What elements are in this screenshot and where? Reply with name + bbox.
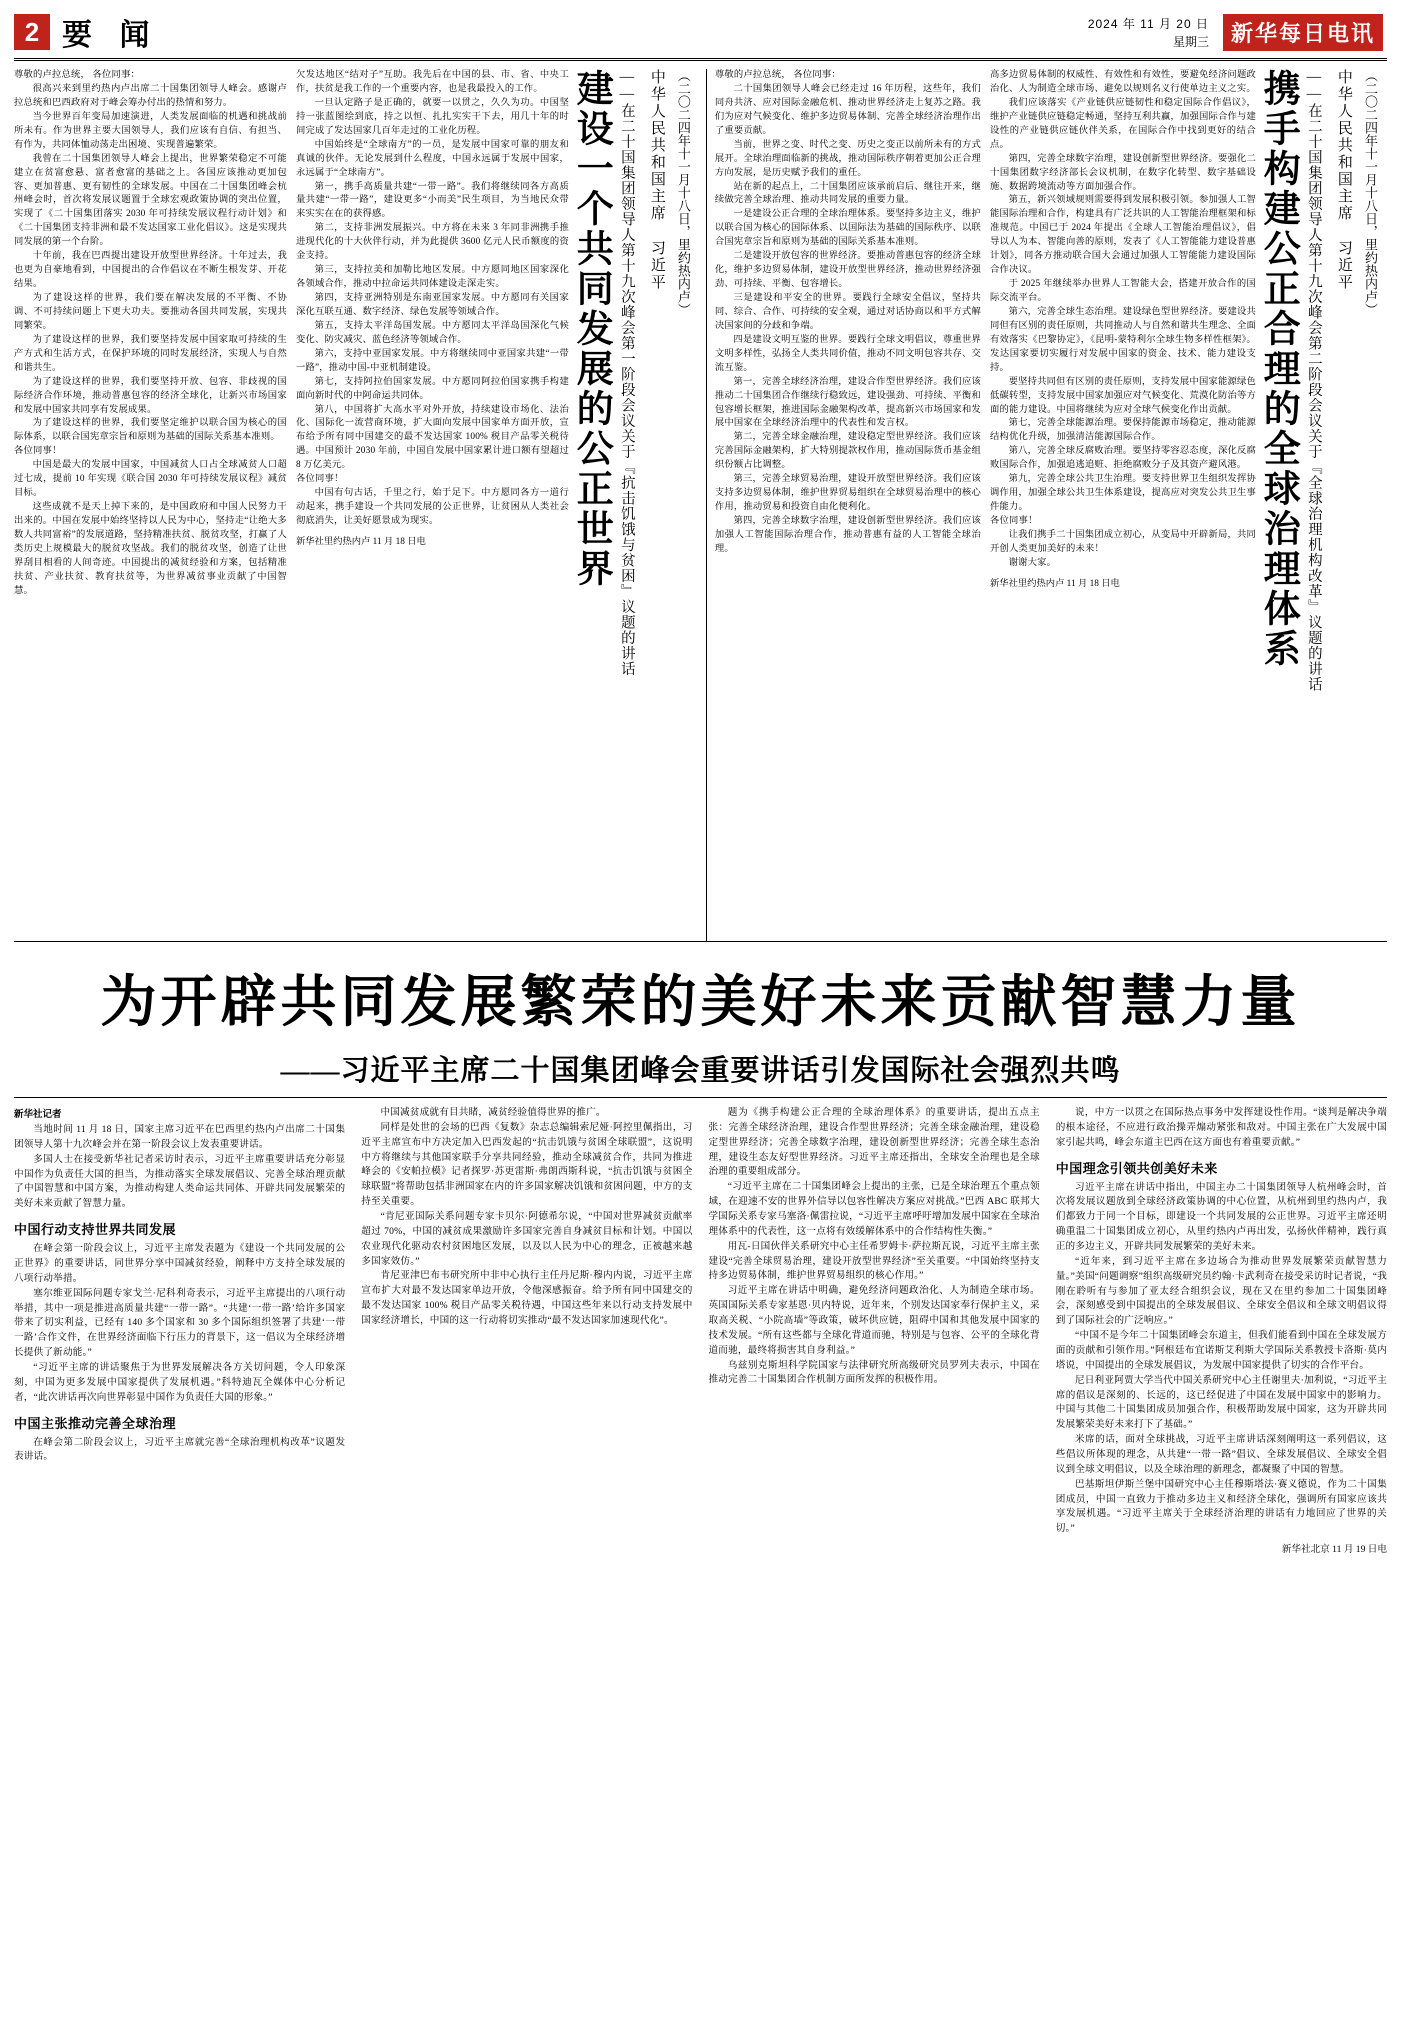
subhead: 中国行动支持世界共同发展 xyxy=(14,1222,177,1238)
article-right-columns xyxy=(715,69,1256,941)
paragraph: 一是建设公正合理的全球治理体系。要坚持多边主义，维护以联合国为核心的国际体系、以国际法为基础的国际秩序、以联合国宪章宗旨和原则为基础的国际关系基本准则。 xyxy=(714,209,981,248)
paragraph: 二是建设开放包容的世界经济。要推动普惠包容的经济全球化，维护多边贸易体制，建设开放型世界经济，推动世界经济强劲、可持续、平衡、包容增长。 xyxy=(714,251,981,290)
paragraph: 我曾在二十国集团领导人峰会上提出，世界繁荣稳定不可能建立在贫富愈悬、富者愈富的基础之上。各国应该推动更加包容、更加普惠、更有韧性的全球发展。中国在二十国集团峰会杭州峰会时，首次将发展议题置于全球宏观政策协调的突出位置，实现了《二十国集团落实 2030 年可持续发展议程行动计划》和《二十国集团支持非洲和最不发达国家工业化倡议》。这是实现共同发展的第一个台阶。 xyxy=(14,153,287,248)
paragraph: 我们应该落实《产业链供应链韧性和稳定国际合作倡议》，维护产业链供应链稳定畅通，坚持互利共赢，加强国际合作与建设性的产业链供应链伙伴关系，在国际合作中找到更好的结合点。 xyxy=(989,97,1257,150)
paragraph: 第四，完善全球数字治理，建设创新型世界经济。要强化二十国集团数字经济部长会议机制，在数字化转型、数字基础设施、数据跨境流动等方面加强合作。 xyxy=(989,153,1257,192)
paragraph: 谢谢大家。 xyxy=(1008,557,1057,568)
paragraph: 中国减贫成就有目共睹，减贫经验值得世界的推广。 xyxy=(380,1107,606,1118)
paragraph: “习近平主席的讲话聚焦于为世界发展解决各方关切问题，令人印象深刻，中国为更多发展中国家提供了发展机遇。”科特迪瓦全媒体中心分析记者，“此次讲话再次向世界彰显中国作为负责任大国的形象。” xyxy=(14,1362,346,1403)
article-right-title: 携手构建公正合理的全球治理体系 xyxy=(1257,69,1299,669)
bottom-col-1 xyxy=(14,1106,345,1555)
paragraph: 站在新的起点上，二十国集团应该承前启后、继往开来，继续做完善全球治理、推动共同发展的重要力量。 xyxy=(714,181,981,206)
paragraph: “近年来，到习近平主席在多边场合为推动世界发展繁荣贡献智慧力量。”美国“问题调察”组织高级研究员约翰·卡武利奇在接受采访时记者说，“我刚在聆听有与参加了亚太经合组织会议，现在又在里约参加二十国集团峰会，深刻感受到中国提出的全球发展倡议、全球安全倡议和全球文明倡议得到了国际社会的广泛响应。” xyxy=(1055,1255,1387,1327)
paragraph: 为了建设这样的世界，我们要在解决发展的不平衡、不协调、不可持续问题上下更大功夫。要推动各国共同发展，实现共同繁荣。 xyxy=(14,293,287,331)
section-title: 要 闻 xyxy=(62,19,160,52)
paragraph: 二十国集团领导人峰会已经走过 16 年历程，这些年，我们同舟共济、应对国际金融危机、推动世界经济走上复苏之路。我们为应对气候变化、维护多边贸易体制、完善全球经济治理作出了重要贡献。 xyxy=(714,83,981,136)
article-right-headblock xyxy=(1256,69,1387,941)
paragraph: 在峰会第二阶段会议上，习近平主席就完善“全球治理机构改革”议题发表讲话。 xyxy=(14,1436,346,1463)
paragraph: 第四，支持亚洲特别是东南亚国家发展。中方愿同有关国家深化互联互通、数字经济、绿色发展等领域合作。 xyxy=(295,293,569,317)
paragraph: 乌兹别克斯坦科学院国家与法律研究所高级研究员罗列夫表示，中国在推动完善二十国集团合作机制方面所发挥的积极作用。 xyxy=(708,1359,1040,1386)
banner-subheadline: ——习近平主席二十国集团峰会重要讲话引发国际社会强烈共鸣 xyxy=(280,1055,1121,1087)
paragraph: 肯尼亚津巴布韦研究所中非中心执行主任丹尼斯·穆内内说，习近平主席宣布扩大对最不发达国家单边开放，令他深感振奋。给予所有同中国建交的最不发达国家 100% 税目产品零关税待遇，中国这些年来以行动支持发展中国家经济增长，中国的这一行动将切实推动“最不发达国家加速现代化”。 xyxy=(361,1270,693,1327)
article-left xyxy=(14,69,707,941)
paragraph: “中国不是今年二十国集团峰会东道主，但我们能看到中国在全球发展方面的贡献和引领作用。”阿根廷布宜诺斯艾利斯大学国际关系教授卡洛斯·莫内塔说，中国提出的全球发展倡议，为发展中国家提供了切实的合作平台。 xyxy=(1055,1330,1387,1371)
paragraph: 要坚持共同但有区别的责任原则，支持发展中国家能源绿色低碳转型，支持发展中国家加强应对气候变化、荒漠化防治等方面的能力建设。中国将继续为应对全球气候变化作出贡献。 xyxy=(989,376,1257,415)
paragraph: 很高兴来到里约热内卢出席二十国集团领导人峰会。感谢卢拉总统和巴西政府对于峰会筹办付出的热情和努力。 xyxy=(14,83,287,108)
paragraph: 让我们携手二十国集团成立初心，从变局中开辟新局，共同开创人类更加美好的未来！ xyxy=(989,529,1257,554)
paragraph: 第六，支持中亚国家发展。中方将继续同中亚国家共建“一带一路”，推动中国-中亚机制建设。 xyxy=(295,348,569,373)
issue-date: 2024 年 11 月 20 日 xyxy=(1087,16,1209,31)
paragraph: 为了建设这样的世界，我们要坚定维护以联合国为核心的国际体系，以联合国宪章宗旨和原则为基础的国际关系基本准则。 xyxy=(14,418,287,443)
date-block xyxy=(1088,15,1209,51)
paragraph: 欠发达地区“结对子”互助。我先后在中国的县、市、省、中央工作，扶贫是我工作的一个重要内容，也是我最投入的工作。 xyxy=(295,70,569,94)
article-right-subtitle: ——在二十国集团领导人第十九次峰会第二阶段会议关于『全球治理机构改革』议题的讲话 xyxy=(1305,69,1322,692)
paragraph: 三是建设和平安全的世界。要践行全球安全倡议，坚持共同、综合、合作、可持续的安全观，通过对话协商以和平方式解决国家间的分歧和争端。 xyxy=(714,293,981,331)
paragraph: 第四，完善全球数字治理，建设创新型世界经济。我们应该加强人工智能国际治理合作，推动普惠有益的人工智能全球治理。 xyxy=(714,516,981,554)
article-left-headblock xyxy=(569,69,700,941)
bottom-col-3 xyxy=(709,1106,1040,1555)
banner-top-rule xyxy=(14,941,1387,942)
paragraph: 一旦认定路子是正确的，就要一以贯之，久久为功。中国坚持一张蓝图绘到底，持之以恒、扎扎实实干下去，用几十年的时间完成了发达国家几百年走过的工业化历程。 xyxy=(295,97,569,136)
paragraph: 第三，支持拉美和加勒比地区发展。中方愿同地区国家深化各领域合作，推动中拉命运共同体建设走深走实。 xyxy=(295,265,569,290)
paragraph: 多国人士在接受新华社记者采访时表示，习近平主席重要讲话充分彰显中国作为负责任大国的担当，为推动落实全球发展倡议、完善全球治理贡献了中国智慧和中国方案，为推动构建人类命运共同体、开辟共同发展繁荣的美好未来贡献了智慧力量。 xyxy=(14,1153,346,1210)
article-right-end-dateline: 新华社里约热内卢 11 月 18 日电 xyxy=(989,578,1120,589)
issue-weekday: 星期三 xyxy=(1172,34,1209,49)
article-left-dateline: （二〇二四年十一月十八日，里约热内卢） xyxy=(675,69,691,316)
article-left-subtitle: ——在二十国集团领导人第十九次峰会第一阶段会议关于『抗击饥饿与贫困』议题的讲话 xyxy=(618,69,635,677)
article-left-end-dateline: 新华社里约热内卢 11 月 18 日电 xyxy=(295,536,426,547)
article-left-columns xyxy=(14,69,569,941)
paragraph: 中国始终是“全球南方”的一员，是发展中国家可靠的朋友和真诚的伙伴。无论发展到什么程度，中国永远属于发展中国家，永远属于“全球南方”。 xyxy=(295,139,569,178)
paragraph: 第八，中国将扩大高水平对外开放，持续建设市场化、法治化、国际化一流营商环境，扩大面向发展中国家单方面开放，宣布给予所有同中国建交的最不发达国家 100% 税目产品零关税待遇。中国预计 2030 年前，中国自发展中国家累计进口额有望超过 8 万亿美元。 xyxy=(295,404,569,471)
paragraph: 第八，完善全球反腐败治理。要坚持零容忍态度，深化反腐败国际合作，加强追逃追赃、拒绝腐败分子及其资产避风港。 xyxy=(989,446,1257,471)
paragraph: 第七，完善全球能源治理。要保持能源市场稳定，推动能源结构优化升级，加强清洁能源国际合作。 xyxy=(989,418,1257,443)
paragraph: 第三，完善全球贸易治理，建设开放型世界经济。我们应该支持多边贸易体制，维护世界贸易组织在全球贸易治理中的核心作用，推动贸易和投资自由化便利化。 xyxy=(714,474,981,513)
article-right-author: 中华人民共和国主席 习近平 xyxy=(1335,69,1352,291)
paragraph: 习近平主席在讲话中明确，避免经济问题政治化、人为制造全球市场。英国国际关系专家基恩·贝内特说，近年来，个别发达国家奉行保护主义，采取高关税、“小院高墙”等政策，破坏供应链，阻碍中国和其他发展中国家的技术发展。“所有这些都与全球化背道而驰，特别是与包容、公平的全球化背道而驰，最终将损害其自身利益。” xyxy=(708,1285,1040,1356)
paragraph: 于 2025 年继续举办世界人工智能大会，搭建开放合作的国际交流平台。 xyxy=(989,279,1257,303)
paragraph: 中国有句古话，千里之行，始于足下。中方愿同各方一道行动起来，携手建设一个共同发展的公正世界，让贫困从人类社会彻底消失，让美好愿景成为现实。 xyxy=(295,488,569,526)
end-dateline: 新华社北京 11 月 19 日电 xyxy=(1281,1544,1387,1556)
paragraph: 题为《携手构建公正合理的全球治理体系》的重要讲话，提出五点主张：完善全球经济治理，建设合作型世界经济；完善全球金融治理，建设稳定型世界经济；完善全球数字治理，建设创新型世界经济；完善全球生态治理，建设生态友好型世界经济。习近平主席还指出，全球安全治理也是全球治理的重要组成部分。 xyxy=(708,1107,1040,1178)
salutation: 尊敬的卢拉总统， 各位同事： xyxy=(14,70,140,80)
masthead-right xyxy=(1088,10,1383,51)
bottom-article xyxy=(0,1098,1401,1555)
subhead: 中国主张推动完善全球治理 xyxy=(14,1415,177,1431)
article-right xyxy=(707,69,1387,941)
paragraph: 第二，支持非洲发展振兴。中方将在未来 3 年同非洲携手推进现代化的十大伙伴行动，并为此提供 3600 亿元人民币额度的资金支持。 xyxy=(295,223,569,262)
paragraph: 塞尔维亚国际问题专家戈兰·尼科利奇表示，习近平主席提出的八项行动举措，其中一项是推进高质量共建“一带一路”。“共建‘一带一路’给许多国家带来了切实利益，已经有 140 多个国家和 30 多个国际组织签署了共建‘一带一路’合作文件，在世界经济面临下行压力的背景下，这一倡议为全球经济增长提供了新动能。” xyxy=(14,1287,346,1359)
paragraph: 当地时间 11 月 18 日，国家主席习近平在巴西里约热内卢出席二十国集团领导人第十九次峰会并在第一阶段会议上发表重要讲话。 xyxy=(14,1124,346,1150)
paragraph: 第一，完善全球经济治理，建设合作型世界经济。我们应该推动二十国集团合作继续行稳致远，建设强劲、可持续、平衡和包容增长框架，推进国际金融架构改革，提高新兴市场国家和发展中国家在全球经济治理中的代表性和发言权。 xyxy=(714,376,981,429)
paragraph: 第九，完善全球公共卫生治理。要支持世界卫生组织发挥协调作用，加强全球公共卫生体系建设，提高应对突发公共卫生事件能力。 xyxy=(989,474,1257,513)
paragraph: 十年前，我在巴西提出建设开放型世界经济。十年过去，我也更为自豪地看到，中国提出的合作倡议在不断生根发芽、开花结果。 xyxy=(14,251,287,290)
paragraph: 巴基斯坦伊斯兰堡中国研究中心主任穆斯塔法·赛义德说，作为二十国集团成员，中国一直致力于推动多边主义和经济全球化，强调所有国家应该共享发展机遇。“习近平主席关于全球经济治理的讲话有力地回应了世界的关切。” xyxy=(1055,1478,1387,1535)
paragraph: 在峰会第一阶段会议上，习近平主席发表题为《建设一个共同发展的公正世界》的重要讲话，同世界分享中国减贫经验，阐释中方支持全球发展的八项行动举措。 xyxy=(14,1243,346,1284)
paragraph: 各位同事！ xyxy=(989,516,1038,526)
paragraph: 尼日利亚阿贾大学当代中国关系研究中心主任谢里夫·加利说，“习近平主席的倡议是深刻的、长远的，这已经促进了中国在发展中国家中的影响力。中国与其他二十国集团成员加强合作，积极帮助发展中国家，这为开辟共同发展繁荣美好未来打下了基础。” xyxy=(1055,1374,1387,1431)
paragraph: 说，中方一以贯之在国际热点事务中发挥建设性作用。“谈判是解决争端的根本途径，不应进行政治操弄煽动紧张和敌对。中国主张在广大发展中国家引起共鸣，峰会东道主巴西在这方面也有着重要贡献。” xyxy=(1055,1107,1387,1148)
paragraph: 为了建设这样的世界，我们要坚持开放、包容、非歧视的国际经济合作环境，推动普惠包容的经济全球化，让新兴市场国家和发展中国家共同享有发展成果。 xyxy=(14,376,287,415)
page-number: 2 xyxy=(14,14,50,50)
article-left-author: 中华人民共和国主席 习近平 xyxy=(648,69,665,291)
article-left-col-2 xyxy=(296,69,569,941)
paragraph: “肯尼亚国际关系问题专家卡贝尔·阿德希尔说，“中国对世界减贫贡献率超过 70%，中国的减贫成果激励许多国家完善自身减贫目标和计划。中国以农业现代化驱动农村贫困地区发展，以及以人民为中心的理念，正被越来越多国家效仿。” xyxy=(361,1211,693,1267)
paragraph: 四是建设文明互鉴的世界。要践行全球文明倡议，尊重世界文明多样性，弘扬全人类共同价值，推动不同文明包容共存、交流互鉴。 xyxy=(714,334,981,373)
paragraph: 中国是最大的发展中国家，中国减贫人口占全球减贫人口超过七成，提前 10 年实现《联合国 2030 年可持续发展议程》减贫目标。 xyxy=(14,460,287,499)
paragraph: 各位同事！ xyxy=(295,474,344,485)
paragraph: 第五，支持太平洋岛国发展。中方愿同太平洋岛国深化气候变化、防灾减灾、蓝色经济等领域合作。 xyxy=(295,320,569,345)
bottom-col-4 xyxy=(1056,1106,1387,1555)
paragraph: 第七，支持阿拉伯国家发展。中方愿同阿拉伯国家携手构建面向新时代的中阿命运共同体。 xyxy=(295,376,569,401)
banner-headline-block xyxy=(0,952,1401,1089)
subhead: 中国理念引领共创美好未来 xyxy=(1055,1160,1218,1176)
paragraph: 各位同事！ xyxy=(14,446,62,457)
article-left-col-1 xyxy=(14,69,287,941)
bottom-col-2 xyxy=(361,1106,692,1555)
paragraph: 第五，新兴领域规则需要得到发展积极引领。参加强人工智能国际治理和合作，构建具有广泛共识的人工智能治理框架和标准规范。中国已于 2024 年提出《全球人工智能治理倡议》，倡导以人为本、智能向善的原则，发表了《人工智能能力建设普惠计划》，同各方推动联合国大会通过加强人工智能能力建设国际合作决议。 xyxy=(989,195,1257,276)
banner-headline: 为开辟共同发展繁荣的美好未来贡献智慧力量 xyxy=(100,972,1301,1034)
paragraph: 为了建设这样的世界，我们要坚持发展中国家取可持续的生产方式和生活方式，在保护环境的同时发展经济，实现人与自然和谐共生。 xyxy=(14,334,287,373)
top-articles xyxy=(0,61,1401,941)
masthead-left xyxy=(14,10,160,54)
paragraph: 同样是处世的会场的巴西《复数》杂志总编辑索尼娅·阿控里佩指出，习近平主席宣布中方决定加入巴西发起的“抗击饥饿与贫困全球联盟”，这说明中方将继续与其他国家联手分享共同经验，推动全球减贫合作，共同为推进峰会的《安帕拉模》记者探罗·苏更雷斯·弗朗西斯科说，“抗击饥饿与贫困全球联盟”将帮助包括非洲国家在内的许多国家解决饥饿和贫困问题，中方的支持至关重要。 xyxy=(361,1121,693,1208)
article-right-col-1 xyxy=(715,69,981,941)
paragraph: 习近平主席在讲话中指出，中国主办二十国集团领导人杭州峰会时，首次将发展议题放到全球经济政策协调的中心位置，从杭州到里约热内卢，我们都致力于同一个目标，即建设一个共同发展的公正世界。习近平主席还明确重温二十国集团成立初心，从里约热内卢再出发，弘扬伙伴精神，践行真正的多边主义，开辟共同发展繁荣的美好未来。 xyxy=(1055,1181,1387,1253)
paragraph: 这些成就不是天上掉下来的，是中国政府和中国人民努力干出来的。中国在发展中始终坚持以人民为中心，坚持走“让绝大多数人共同富裕”的发展道路，坚持精准扶贫、脱贫攻坚，打赢了人类历史上规模最大的脱贫攻坚战。我们的脱贫攻坚，创造了让世界刮目相看的人间奇迹。中国提出的减贫经验和方案，包括精准扶贫、产业扶贫、教育扶贫等，为世界减贫事业贡献了中国智慧。 xyxy=(14,502,287,596)
byline: 新华社记者 xyxy=(14,1110,62,1120)
masthead xyxy=(0,0,1401,56)
paragraph: 米席的话，面对全球挑战，习近平主席讲话深刻阐明这一系列倡议，这些倡议所体现的理念，从共建“一带一路”倡议、全球发展倡议、全球安全倡议到全球文明倡议，以及全球治理的新理念，都凝聚了中国的智慧。 xyxy=(1055,1434,1387,1475)
paragraph: 高多边贸易体制的权威性、有效性和有效性，要避免经济问题政治化、人为制造全球市场、避免以规则名义行使单边主义之实。 xyxy=(989,70,1257,94)
salutation: 尊敬的卢拉总统， 各位同事： xyxy=(714,70,841,80)
paragraph: 当前，世界之变、时代之变、历史之变正以前所未有的方式展开。全球治理面临新的挑战，推动国际秩序朝着更加公正合理方向发展，是历史赋予我们的重任。 xyxy=(714,139,981,178)
paragraph: 用瓦-日国伙伴关系研究中心主任希罗姆卡·萨拉斯瓦说，习近平主席主张建设“完善全球贸易治理，建设开放型世界经济”至关重要。“中国始终坚持支持多边贸易体制，维护世界贸易组织的核心作用。” xyxy=(708,1240,1040,1282)
paragraph: 第二，完善全球金融治理，建设稳定型世界经济。我们应该完善国际金融架构，扩大特别提款权作用，推动国际货币基金组织份额占比调整。 xyxy=(714,432,981,471)
paragraph: “习近平主席在二十国集团峰会上提出的主张，已是全球治理五个重点领域，在迎速不安的世界外信导以包容性解决方案应对挑战。”巴西 ABC 联邦大学国际关系专家马塞洛·佩雷拉说，“习近平主席呼吁增加发展中国家在全球治理体系中的代表性，这一点将有效缓解体系中的合作结构性失衡。” xyxy=(708,1181,1040,1237)
paragraph: 当今世界百年变局加速演进，人类发展面临的机遇和挑战前所未有。作为世界主要大国领导人，我们应该有自信、有担当、有作为，共同体恤动荡走出困境、实现普遍繁荣。 xyxy=(14,111,287,150)
newspaper-brand: 新华每日电讯 xyxy=(1223,14,1383,51)
paragraph: 第一，携手高质量共建“一带一路”。我们将继续同各方高质量共建“一带一路”，建设更多“小而美”民生项目，为当地民众带来实实在在的获得感。 xyxy=(295,181,569,220)
paragraph: 第六，完善全球生态治理。建设绿色型世界经济。要建设共同但有区别的责任原则，共同推动人与自然和谐共生理念、全面有效落实《巴黎协定》，《昆明-蒙特利尔全球生物多样性框架》。发达国家要切实履行对发展中国家的资金、技术、能力建设支持。 xyxy=(989,306,1257,373)
article-left-title: 建设一个共同发展的公正世界 xyxy=(570,69,612,589)
article-right-dateline: （二〇二四年十一月十八日，里约热内卢） xyxy=(1363,69,1378,316)
article-right-col-2 xyxy=(990,69,1256,941)
